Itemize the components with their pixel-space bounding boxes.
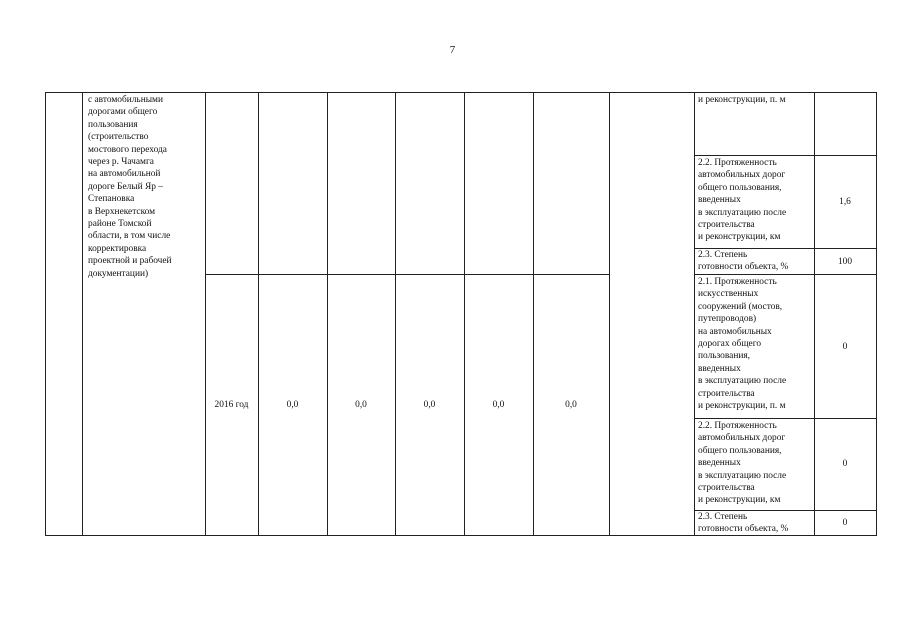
indicator-line: и реконструкции, км bbox=[698, 495, 781, 506]
indicator-line: пользования, bbox=[698, 351, 751, 362]
indicator-value: 0 bbox=[842, 459, 848, 469]
indicator-line: автомобильных дорог bbox=[698, 433, 786, 444]
indicator-line: введенных bbox=[698, 458, 741, 469]
table-border bbox=[45, 92, 877, 93]
table-border bbox=[876, 92, 877, 536]
indicator-name bbox=[698, 420, 812, 507]
description-line: мостового перехода bbox=[88, 144, 167, 155]
indicator-line: 2.2. Протяженность bbox=[698, 158, 777, 168]
indicator-value: 100 bbox=[837, 257, 853, 267]
indicator-name bbox=[698, 511, 812, 536]
indicator-value: 1,6 bbox=[839, 197, 851, 207]
table-border bbox=[45, 92, 46, 536]
indicator-line: введенных bbox=[698, 195, 741, 206]
description-line: проектной и рабочей bbox=[88, 256, 172, 267]
indicator-line: автомобильных дорог bbox=[698, 170, 786, 181]
indicator-line: и реконструкции, п. м bbox=[698, 401, 786, 412]
table-border bbox=[205, 92, 206, 536]
indicator-name bbox=[698, 276, 812, 412]
indicator-line: общего пользования, bbox=[698, 445, 782, 456]
description-line: пользования bbox=[88, 119, 138, 130]
event-description bbox=[88, 94, 204, 280]
description-line: на автомобильной bbox=[88, 169, 161, 180]
description-line: документации) bbox=[88, 268, 149, 279]
indicator-line: в эксплуатацию после bbox=[698, 376, 787, 387]
indicator-line: строительства bbox=[698, 388, 755, 399]
funding-value: 0,0 bbox=[565, 400, 577, 410]
description-line: дороге Белый Яр – bbox=[88, 181, 163, 192]
page-number: 7 bbox=[449, 44, 456, 56]
description-line: через р. Чачамга bbox=[88, 157, 154, 168]
description-line: с автомобильными bbox=[88, 95, 163, 105]
indicator-line: и реконструкции, км bbox=[698, 232, 781, 243]
indicator-name bbox=[698, 249, 812, 274]
table-border bbox=[533, 92, 534, 536]
table-border bbox=[327, 92, 328, 536]
indicator-line: искусственных bbox=[698, 289, 759, 300]
funding-value: 0,0 bbox=[286, 400, 299, 410]
description-line: дорогами общего bbox=[88, 107, 158, 118]
description-line: (строительство bbox=[88, 132, 149, 143]
funding-value: 0,0 bbox=[423, 400, 436, 410]
description-line: в Верхнекетском bbox=[88, 206, 156, 217]
indicator-line: на автомобильных bbox=[698, 326, 772, 337]
table-border bbox=[694, 274, 877, 275]
description-line: районе Томской bbox=[88, 219, 152, 230]
indicator-line: общего пользования, bbox=[698, 182, 782, 193]
table-border bbox=[205, 274, 610, 275]
description-line: корректировка bbox=[88, 243, 147, 254]
indicator-line: строительства bbox=[698, 483, 755, 494]
indicator-line: готовности объекта, % bbox=[698, 262, 789, 273]
indicator-line: готовности объекта, % bbox=[698, 524, 789, 535]
table-border bbox=[258, 92, 259, 536]
table-border bbox=[395, 92, 396, 536]
table-border bbox=[694, 155, 877, 156]
indicator-value: 0 bbox=[842, 518, 848, 528]
indicator-line: сооружений (мостов, bbox=[698, 301, 783, 312]
table-border bbox=[694, 92, 695, 536]
indicator-line: строительства bbox=[698, 220, 755, 231]
indicator-line: в эксплуатацию после bbox=[698, 207, 787, 218]
description-line: Степановка bbox=[88, 194, 135, 205]
table-border bbox=[694, 418, 877, 419]
table-border bbox=[464, 92, 465, 536]
indicator-name bbox=[698, 94, 812, 106]
funding-value: 0,0 bbox=[492, 400, 505, 410]
indicator-value: 0 bbox=[842, 342, 848, 352]
indicator-line: 2.2. Протяженность bbox=[698, 421, 777, 431]
table-border bbox=[82, 92, 83, 536]
indicator-line: путепроводов) bbox=[698, 314, 757, 325]
description-line: области, в том числе bbox=[88, 231, 171, 242]
indicator-line: 2.3. Степень bbox=[698, 250, 748, 260]
indicator-line: 2.1. Протяженность bbox=[698, 277, 777, 287]
indicator-name bbox=[698, 157, 812, 244]
indicator-line: дорогах общего bbox=[698, 339, 762, 350]
table-border bbox=[609, 92, 610, 536]
indicator-line: 2.3. Степень bbox=[698, 512, 748, 522]
indicator-line: в эксплуатацию после bbox=[698, 470, 787, 481]
funding-value: 0,0 bbox=[355, 400, 367, 410]
indicator-line: и реконструкции, п. м bbox=[698, 95, 786, 105]
indicator-line: введенных bbox=[698, 363, 741, 374]
year-cell: 2016 год bbox=[214, 400, 249, 410]
